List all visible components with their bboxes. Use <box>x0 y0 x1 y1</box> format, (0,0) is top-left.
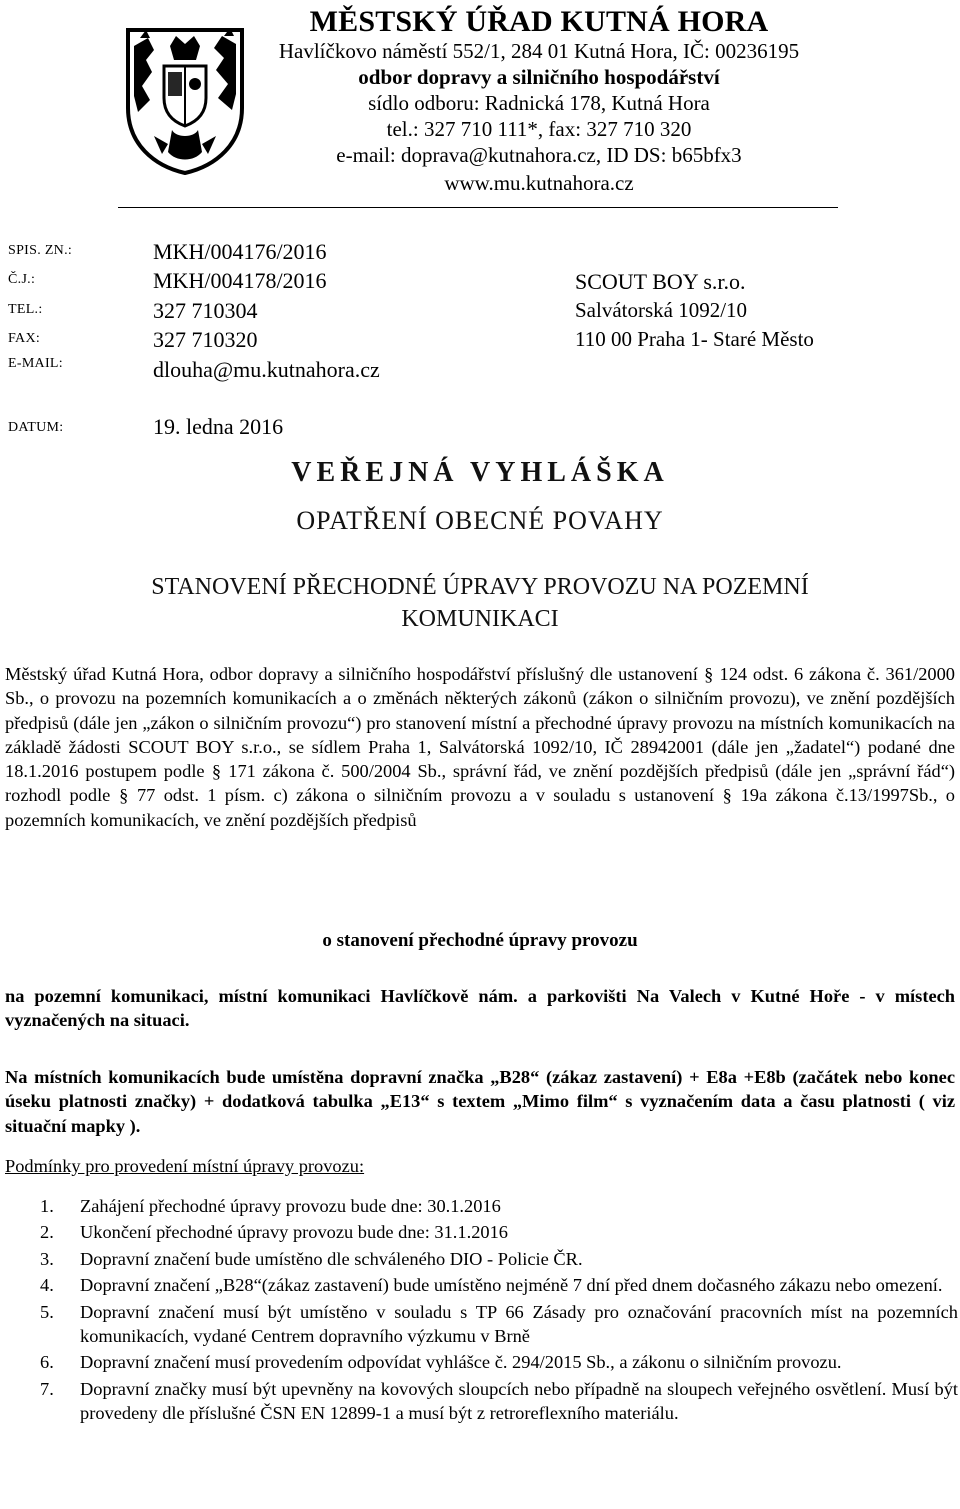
section-sign: § <box>211 761 222 782</box>
office-email: e-mail: doprava@kutnahora.cz, ID DS: b65bfx3 <box>336 143 742 167</box>
tel-label: TEL.: <box>8 302 43 317</box>
intro-part-1: Městský úřad Kutná Hora, odbor dopravy a silničního hospodářství příslušný dle ustanovení <box>5 664 704 684</box>
doc-heading-line-1: STANOVENÍ PŘECHODNÉ ÚPRAVY PROVOZU NA POZEMNÍ <box>151 574 809 600</box>
doc-subtitle: OPATŘENÍ OBECNÉ POVAHY <box>296 506 664 535</box>
recipient-city: 110 00 Praha 1- Staré Město <box>575 327 814 351</box>
conditions-list <box>40 1194 958 1426</box>
location-paragraph: na pozemní komunikaci, místní komunikaci Havlíčkově nám. a parkovišti Na Valech v Kutné Hoře - v místech vyznačených na situaci. <box>5 986 955 1031</box>
list-item-text: Dopravní značení „B28“(zákaz zastavení) bude umístěno nejméně 7 dní před dnem dočasného zákazu nebo omezení. <box>80 1275 943 1296</box>
intro-part-3: 171 zákona č. 500/2004 Sb., správní řád, ve znění pozdějších předpisů (dále jen „správní řád“) rozhodl podle <box>5 761 956 806</box>
list-item-text: Zahájení přechodné úpravy provozu bude dne: 30.1.2016 <box>80 1196 501 1216</box>
list-item <box>40 1247 958 1271</box>
email-label: E-MAIL: <box>8 356 63 371</box>
cj-value: MKH/004178/2016 <box>153 268 327 293</box>
office-phone: tel.: 327 710 111*, fax: 327 710 320 <box>386 117 692 141</box>
list-item-text: Dopravní značení musí být umístěno v souladu s TP 66 Zásady pro označování pracovních míst na pozemních komunikacích, vydané Centrem dopravního výzkumu v Brně <box>80 1301 958 1347</box>
office-seat: sídlo odboru: Radnická 178, Kutná Hora <box>368 91 710 115</box>
office-address: Havlíčkovo náměstí 552/1, 284 01 Kutná Hora, IČ: 00236195 <box>278 39 800 63</box>
section-sign: § <box>722 785 732 806</box>
list-item-text: Dopravní značení musí provedením odpovídat vyhlášce č. 294/2015 Sb., a zákonu o silničním provozu. <box>80 1352 842 1373</box>
list-item-number: 4. <box>40 1275 54 1296</box>
office-department: odbor dopravy a silničního hospodářství <box>358 65 720 89</box>
list-item-text: Ukončení přechodné úpravy provozu bude dne: 31.1.2016 <box>80 1222 508 1243</box>
intro-part-4: 77 odst. 1 písm. c) zákona o silničním provozu a v souladu s ustanovení <box>128 785 723 806</box>
list-item-number: 7. <box>40 1378 54 1399</box>
recipient-street: Salvátorská 1092/10 <box>575 298 748 322</box>
intro-part-5: 19a zákona č.13/1997Sb., o pozemních komunikacích, ve znění pozdějších předpisů <box>5 785 956 830</box>
doc-heading-line-2: KOMUNIKACI <box>401 606 559 632</box>
date-value: 19. ledna 2016 <box>153 414 284 439</box>
office-title: MĚSTSKÝ ÚŘAD KUTNÁ HORA <box>309 5 769 38</box>
spis-label: SPIS. ZN.: <box>8 243 73 258</box>
decision-heading: o stanovení přechodné úpravy provozu <box>322 930 638 951</box>
tel-value: 327 710304 <box>153 298 258 323</box>
fax-value: 327 710320 <box>153 327 258 352</box>
conditions-heading: Podmínky pro provedení místní úpravy provozu: <box>5 1156 365 1176</box>
list-item <box>40 1377 958 1426</box>
header-divider <box>118 207 838 208</box>
doc-heading <box>0 571 960 635</box>
section-sign: § <box>704 664 714 684</box>
office-web: www.mu.kutnahora.cz <box>444 171 634 195</box>
date-label: DATUM: <box>8 420 64 435</box>
cj-label: Č.J.: <box>8 272 36 287</box>
list-item <box>40 1273 958 1297</box>
intro-paragraph <box>5 662 955 832</box>
list-item <box>40 1220 958 1244</box>
recipient-name: SCOUT BOY s.r.o. <box>575 269 746 294</box>
list-item-text: Dopravní značky musí být upevněny na kovových sloupcích nebo případně na sloupech veřejného osvětlení. Musí být provedeny dle příslušné ČSN EN 12899-1 a musí být z retroreflexního materiálu. <box>80 1378 958 1424</box>
list-item-number: 2. <box>40 1222 54 1243</box>
fax-label: FAX: <box>8 331 41 346</box>
list-item <box>40 1194 958 1218</box>
list-item-text: Dopravní značení bude umístěno dle schváleného DIO - Policie ČR. <box>80 1248 583 1269</box>
list-item-number: 5. <box>40 1301 54 1322</box>
list-item-number: 3. <box>40 1248 54 1269</box>
intro-part-2: 124 odst. 6 zákona č. 361/2000 Sb., o provozu na pozemních komunikacích a o změnách některých zákonů (zákon o silničním provozu), ve znění pozdějších předpisů (dále jen „zákon o silničním provozu“) pro stanovení místní a přechodné úpravy provozu na místních komunikacích na základě žádosti SCOUT BOY s.r.o., se sídlem Praha 1, Salvátorská 1092/10, IČ 28942001 (dále jen „žadatel“) podané dne 18.1.2016 postupem podle <box>5 664 955 782</box>
list-item <box>40 1350 958 1374</box>
city-crest-icon <box>124 26 246 176</box>
list-item <box>40 1300 958 1349</box>
doc-title: VEŘEJNÁ VYHLÁŠKA <box>291 457 669 488</box>
email-value: dlouha@mu.kutnahora.cz <box>153 357 380 382</box>
spis-value: MKH/004176/2016 <box>153 239 327 264</box>
section-sign: § <box>119 785 129 806</box>
list-item-number: 6. <box>40 1352 54 1373</box>
list-item-number: 1. <box>40 1196 54 1216</box>
signs-paragraph: Na místních komunikacích bude umístěna dopravní značka „B28“ (zákaz zastavení) + E8a +E8b (začátek nebo konec úseku platnosti značky) + dodatková tabulka „E13“ s textem „Mimo film“ s vyznačením data a času platnosti ( viz situační mapky ). <box>5 1067 955 1136</box>
